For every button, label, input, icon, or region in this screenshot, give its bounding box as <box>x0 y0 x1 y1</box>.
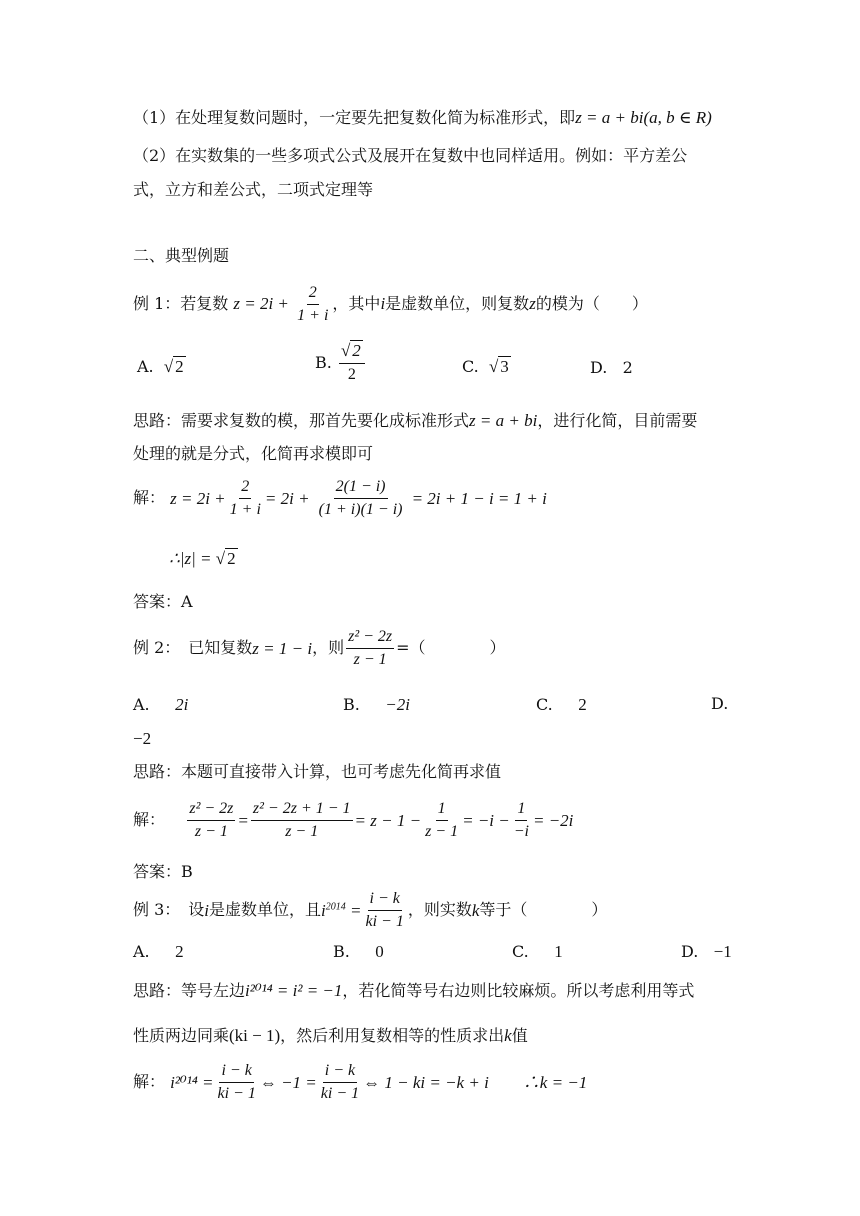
ex1-option-d: D. 2 <box>590 358 633 377</box>
ex3-idea-line-2: 性质两边同乘(ki − 1)，然后利用复数相等的性质求出k值 <box>133 1026 528 1045</box>
ex3-option-d: D. −1 <box>681 942 732 961</box>
ex2-option-a: A. 2i <box>133 695 189 714</box>
note-1-text: （1）在处理复数问题时，一定要先把复数化简为标准形式，即 <box>133 108 576 127</box>
ex2-idea: 思路：本题可直接带入计算，也可考虑先化简再求值 <box>133 762 502 781</box>
ex2-question: 例 2： 已知复数 z = 1 − i ，则 $\frac{\text{z² − 2z}}{z - 1}$ =（ ） <box>133 628 506 668</box>
ex3-option-c: C. 1 <box>512 942 563 961</box>
ex3-option-a: A. 2 <box>133 942 184 961</box>
note-2-line-1: （2）在实数集的一些多项式公式及展开在复数中也同样适用。例如：平方差公 <box>133 146 688 165</box>
ex1-option-a: A. √ 2 <box>137 357 184 376</box>
ex3-idea-line-1: 思路：等号左边i²⁰¹⁴ = i² = −1，若化简等号右边则比较麻烦。所以考虑利用等式 <box>133 981 695 1000</box>
ex3-option-b: B. 0 <box>333 942 384 961</box>
ex2-option-b: B. −2i <box>343 695 410 714</box>
ex1-idea-line-1: 思路：需要求复数的模，那首先要化成标准形式z = a + bi，进行化简，目前需要 <box>133 411 698 430</box>
ex2-answer: 答案：B <box>133 862 193 881</box>
ex2-solution: 解： $\frac{\text{z² − 2z}}{z - 1}$ = $\frac{\text{z² − 2z + 1 − 1}}{z - 1}$ = z − 1 − $\frac{1}{z - 1}$ = −i − $\frac{1}{-i}$ = −2i <box>133 800 574 840</box>
ex3-solution: 解： i²⁰¹⁴ = $\frac{i - k}{ki - 1}$ ⇔ −1 = $\frac{i - k}{ki - 1}$ ⇔ 1 − ki = −k + i ∴k = −1 <box>133 1062 588 1102</box>
ex1-q-prefix: 例 1：若复数 <box>133 294 229 313</box>
ex3-question: 例 3： 设 i 是虚数单位，且 $i^{2014}$ = $\frac{i - k}{ki - 1}$ ，则实数 k 等于（ ） <box>133 890 608 930</box>
ex1-solution: 解： z = 2i + $\frac{2}{1 + i}$ = 2i + $\frac{2(1 - i)}{(1 + i)(1 - i)}$ = 2i + 1 − i = 1 + i <box>133 478 547 518</box>
ex1-idea-line-2: 处理的就是分式，化简再求模即可 <box>133 444 374 463</box>
ex1-solution-modulus: ∴|z| = √ 2 <box>169 549 236 568</box>
ex1-option-c: C. √ 3 <box>462 357 509 376</box>
ex1-option-b: B. $\frac{√ 2}{2}$ <box>315 342 367 383</box>
ex1-answer: 答案：A <box>133 592 193 611</box>
note-1 <box>133 109 712 126</box>
ex2-option-d-value: −2 <box>133 729 152 748</box>
ex2-option-c: C. 2 <box>536 695 587 714</box>
note-1-math: z = a + bi(a, b ∈ R) <box>575 108 712 127</box>
ex1-question: 例 1：若复数 z = 2i + $\frac{2}{1 + i}$ ，其中i是虚数单位，则复数z的模为（ ） <box>133 284 648 324</box>
ex2-option-d: D. <box>711 694 729 713</box>
section-title: 二、典型例题 <box>133 246 230 265</box>
ex1-q-math: z = 2i + <box>233 294 294 313</box>
note-2-line-2: 式，立方和差公式，二项式定理等 <box>133 180 374 199</box>
ex1-q-fraction: $\frac{2}{1 + i}$ <box>297 284 329 324</box>
